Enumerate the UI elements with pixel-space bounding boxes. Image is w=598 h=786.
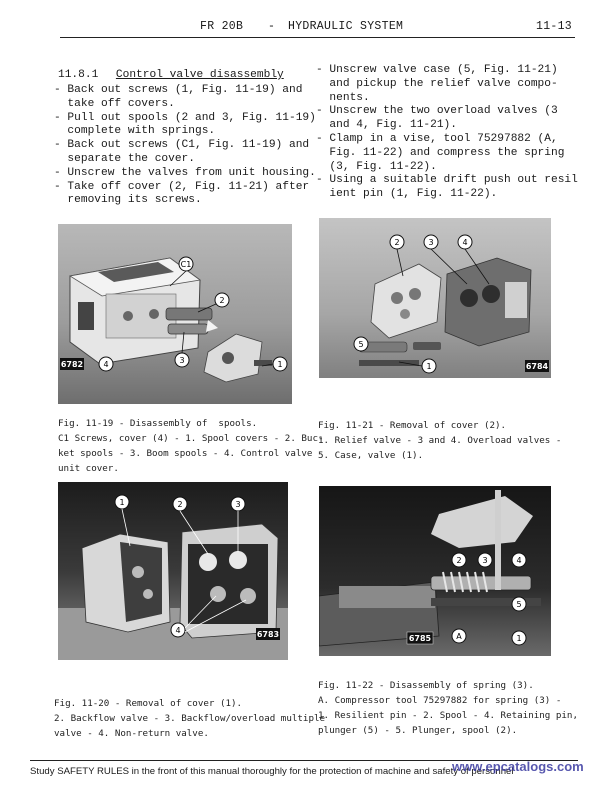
caption-line: A. Compressor tool 75297882 for spring (3) - [318,695,562,706]
callout-label: C1 [180,260,192,269]
caption-line: unit cover. [58,463,119,474]
caption-line: 1. Resilient pin - 2. Spool - 4. Retaining pin, [318,710,578,721]
instruction-line: - Clamp in a vise, tool 75297882 (A, [316,132,558,145]
header-model: FR 20B [200,20,244,33]
instruction-line: - Back out screws (1, Fig. 11-19) and [54,84,303,96]
callout-label: 5 [358,340,364,349]
section-heading [58,64,284,83]
instruction-line: removing its screws. [54,194,202,207]
figure-11-20-photo [58,482,288,660]
instruction-line: - Unscrew the two overload valves (3 [316,105,558,118]
caption-line: Fig. 11-22 - Disassembly of spring (3). [318,680,534,691]
instruction-line: - Pull out spools (2 and 3, Fig. 11-19) [54,111,316,124]
callout-label: 4 [462,238,468,247]
callout-label: 1 [516,634,522,643]
caption-line: 2. Backflow valve - 3. Backflow/overload multiple [54,713,326,724]
caption-line: plunger (5) - 5. Plunger, spool (2). [318,725,518,736]
caption-line: 5. Case, valve (1). [318,450,424,461]
callout-label: 2 [394,238,400,247]
callout-label: 3 [179,356,185,365]
callout-label: 4 [103,360,109,369]
header-rule [60,37,575,38]
instruction-line: - Unscrew valve case (5, Fig. 11-21) [316,64,558,76]
callout-label: 1 [277,360,283,369]
caption-line: 1. Relief valve - 3 and 4. Overload valves - [318,435,562,446]
instruction-line: ient pin (1, Fig. 11-22). [316,188,498,201]
figure-11-19-photo [58,224,292,404]
instruction-line: - Back out screws (C1, Fig. 11-19) and [54,139,310,152]
header-dash: - [268,20,276,33]
callout-label: 2 [456,556,462,565]
caption-line: valve - 4. Non-return valve. [54,728,209,739]
page-header [60,20,575,38]
figure-11-21-photo [319,218,551,378]
instruction-line: - Take off cover (2, Fig. 11-21) after [54,180,310,193]
instruction-line: and pickup the relief valve compo- [316,77,558,90]
footer-safety-note: Study SAFETY RULES in the front of this manual thoroughly for the protection of machine and safety of personnel [30,766,514,777]
photo-number: 6784 [525,362,549,371]
callout-label: 1 [119,498,125,507]
instruction-line: (3, Fig. 11-22). [316,160,437,173]
callout-label: 4 [516,556,522,565]
figure-11-22-caption [318,678,578,738]
photo-number: 6785 [408,634,432,643]
photo-number: 6783 [256,630,280,639]
callout-label: 3 [482,556,488,565]
instruction-line: separate the cover. [54,152,195,165]
photo-number: 6782 [60,360,84,369]
callout-label: 4 [175,626,181,635]
caption-line: Fig. 11-20 - Removal of cover (1). [54,698,243,709]
callout-label: 2 [219,296,225,305]
callout-label: 3 [428,238,434,247]
figure-11-21-caption [318,418,561,463]
instruction-line: complete with springs. [54,125,216,138]
header-page-number: 11-13 [536,20,573,33]
section-title: Control valve disassembly [115,69,284,81]
watermark: www.epcatalogs.com [452,759,584,774]
instruction-line: and 4, Fig. 11-21). [316,119,457,132]
right-instructions [316,64,578,202]
callout-label: 2 [177,500,183,509]
figure-11-20-caption [54,696,325,741]
figure-11-19-caption [58,416,324,476]
instruction-line: - Unscrew the valves from unit housing. [54,166,316,179]
instruction-line: Fig. 11-22) and compress the spring [316,146,565,159]
instruction-line: take off covers. [54,97,175,110]
caption-line: Fig. 11-21 - Removal of cover (2). [318,420,507,431]
callout-label: 3 [235,500,241,509]
callout-label: 1 [426,362,432,371]
header-title: HYDRAULIC SYSTEM [288,20,404,33]
section-number: 11.8.1 [58,69,99,81]
caption-line: C1 Screws, cover (4) - 1. Spool covers - 2. Buc- [58,433,324,444]
caption-line: ket spools - 3. Boom spools - 4. Control valve [58,448,313,459]
callout-label: A [456,632,462,641]
instruction-line: - Using a suitable drift push out resil [316,174,578,187]
caption-line: Fig. 11-19 - Disassembly of spools. [58,418,258,429]
left-instructions [54,84,316,208]
callout-label: 5 [516,600,522,609]
instruction-line: nents. [316,91,370,104]
figure-11-22-photo [319,486,551,656]
